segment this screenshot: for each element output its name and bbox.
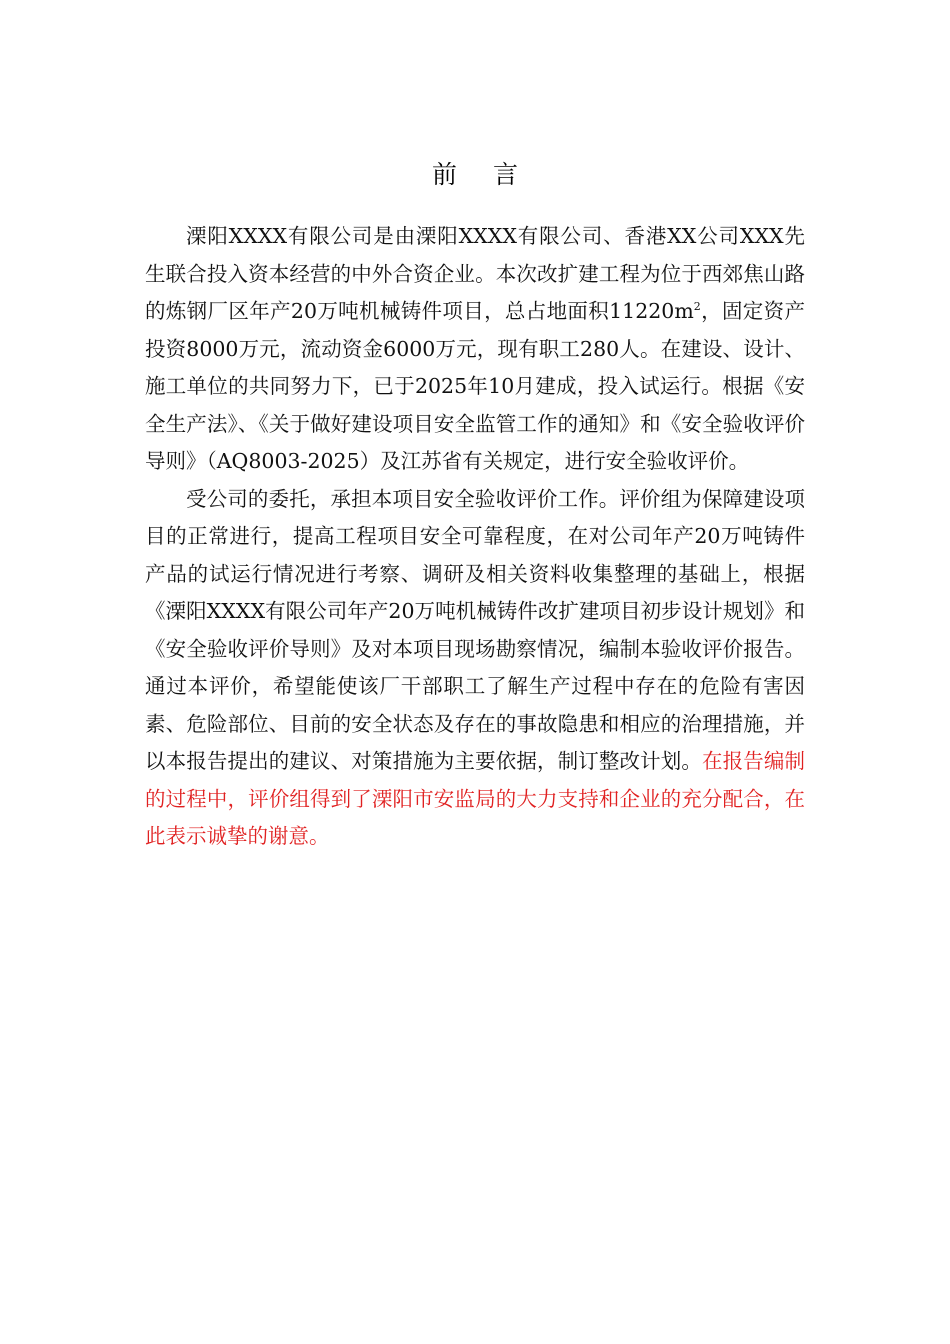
paragraph-intro-text-1: 溧阳XXXX有限公司是由溧阳XXXX有限公司、香港XX公司XXX先生联合投入资本经营的中外合资企业。本次改扩建工程为位于西郊焦山路的炼钢厂区年产20万吨机械铸件项目，总占地面积11220m [145, 224, 805, 323]
paragraph-intro [145, 218, 805, 481]
page-title: 前 言 [432, 160, 532, 189]
paragraph-commission-text: 受公司的委托，承担本项目安全验收评价工作。评价组为保障建设项目的正常进行，提高工程项目安全可靠程度，在对公司年产20万吨铸件产品的试运行情况进行考察、调研及相关资料收集整理的基础上，根据《溧阳XXXX有限公司年产20万吨机械铸件改扩建项目初步设计规划》和《安全验收评价导则》及对本项目现场勘察情况，编制本验收评价报告。通过本评价，希望能使该厂干部职工了解生产过程中存在的危险有害因素、危险部位、目前的安全状态及存在的事故隐患和相应的治理措施，并以本报告提出的建议、对策措施为主要依据，制订整改计划。 [145, 486, 805, 773]
paragraph-intro-text-2: ，固定资产投资8000万元，流动资金6000万元，现有职工280人。在建设、设计、施工单位的共同努力下，已于2025年10月建成，投入试运行。根据《安全生产法》、《关于做好建设项目安全监管工作的通知》和《安全验收评价导则》（AQ8003-2025）及江苏省有关规定，进行安全验收评价。 [145, 299, 805, 473]
paragraph-commission [145, 481, 805, 856]
area-unit-superscript: 2 [693, 300, 701, 314]
acknowledgement-highlight: 在报告编制的过程中，评价组得到了溧阳市安监局的大力支持和企业的充分配合，在此表示诚挚的谢意。 [145, 749, 806, 848]
document-body [145, 218, 805, 856]
